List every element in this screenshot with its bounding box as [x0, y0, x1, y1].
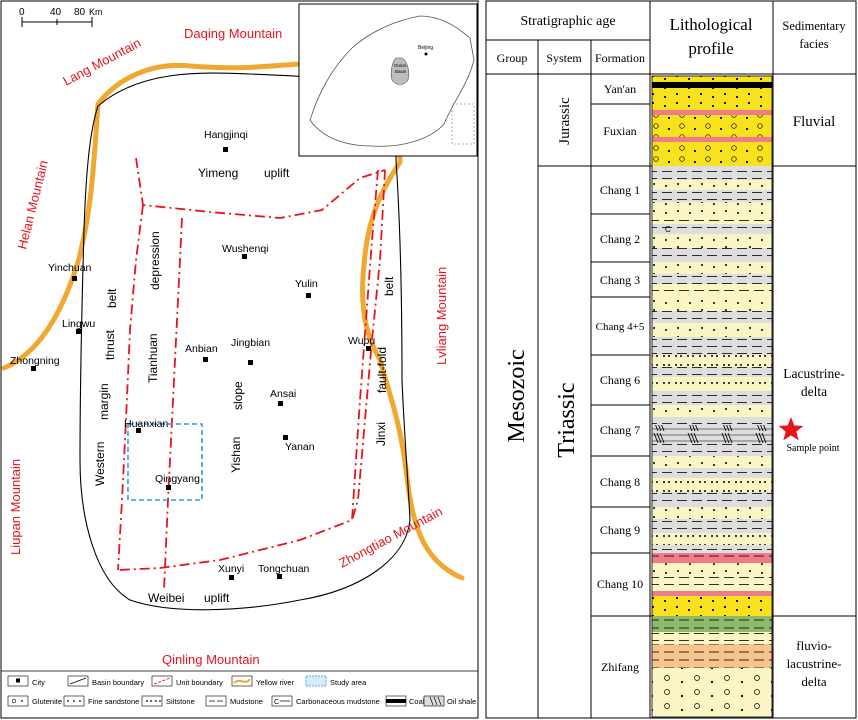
city-yinchuan: Yinchuan [48, 262, 92, 274]
header-facies-1: Sedimentary [782, 19, 846, 33]
unit-western: Western [93, 441, 107, 486]
carbonaceous-marker: C [665, 225, 671, 234]
bed-chang9-silt [652, 533, 772, 545]
unit-margin: margin [97, 383, 111, 420]
bed-fuxian-glutenite [652, 115, 772, 137]
city-lingwu: Lingwu [62, 318, 96, 330]
inset-map [299, 4, 477, 156]
facies-fluvio-2: lacustrine- [786, 656, 842, 671]
city-marker [223, 147, 228, 152]
bed-chang9-mud [652, 545, 772, 553]
svg-text:C: C [274, 699, 280, 706]
city-xunyi: Xunyi [218, 563, 245, 575]
facies-fluvio-1: fluvio- [796, 638, 832, 653]
formation-fuxian: Fuxian [603, 124, 637, 138]
legend-siltstone: Siltstone [166, 697, 195, 706]
header-group: Group [496, 51, 528, 65]
city-marker [278, 401, 283, 406]
unit-belt-east: belt [382, 276, 396, 296]
city-ansai: Ansai [270, 388, 297, 400]
legend-unit-boundary: Unit boundary [176, 678, 223, 687]
formation-chang9: Chang 9 [599, 523, 641, 537]
bed-fuxian-pink [652, 110, 772, 115]
legend-carbonaceous-mudstone: Carbonaceous mudstone [296, 697, 380, 706]
bed-chang8-mud [652, 468, 772, 478]
facies-fluvial: Fluvial [792, 114, 836, 130]
legend-glutenite: Glutenite [32, 697, 63, 706]
facies-lacustrine-2: delta [800, 384, 828, 399]
unit-yimeng: Yimeng [198, 166, 239, 180]
inset-beijing-label: Beijing [418, 45, 434, 51]
formation-chang10: Chang 10 [596, 577, 644, 591]
bed-chang45-fine [652, 297, 772, 311]
header-stratigraphic-age: Stratigraphic age [520, 14, 616, 29]
city-marker [203, 357, 208, 362]
bed-chang1-fine [652, 180, 772, 190]
bed-chang9-fine [652, 507, 772, 519]
formation-chang3: Chang 3 [599, 273, 641, 287]
bed-chang10-pink [652, 591, 772, 596]
legend-city: City [32, 678, 45, 687]
bed-chang10-pink [652, 553, 772, 563]
bed-chang3-fine [652, 262, 772, 274]
legend-mudstone: Mudstone [230, 697, 263, 706]
header-lithological-2: profile [688, 39, 734, 58]
formation-yanan: Yan'an [603, 82, 637, 96]
bed-chang6-silt [652, 377, 772, 391]
bed-zhifang-orange [652, 644, 772, 668]
unit-uplift-south: uplift [204, 591, 230, 605]
bed-chang45-mud [652, 337, 772, 355]
city-marker [248, 360, 253, 365]
bed-chang3-mudpale [652, 284, 772, 297]
bed-chang3-carb [652, 274, 772, 284]
header-facies-2: facies [799, 37, 829, 51]
bed-coal [652, 82, 772, 88]
unit-tianhuan: Tianhuan [146, 333, 160, 383]
formation-chang8: Chang 8 [599, 475, 641, 489]
city-hangjinqi: Hangjinqi [204, 129, 248, 141]
formation-zhifang: Zhifang [601, 660, 639, 674]
mountain-lang: Lang Mountain [60, 35, 144, 89]
bed-chang2-mudpale [652, 214, 772, 224]
unit-belt-west: belt [105, 288, 119, 308]
unit-slope: slope [231, 381, 245, 410]
bed-chang10-fine [652, 563, 772, 577]
unit-uplift-north: uplift [264, 166, 290, 180]
bed-zhifang-pale [652, 632, 772, 644]
lithology-column [652, 76, 772, 717]
bed-chang1-mud [652, 166, 772, 180]
facies-fluvio-3: delta [801, 674, 827, 689]
formation-chang6: Chang 6 [599, 373, 641, 387]
legend-fine-sandstone: Fine sandstone [88, 697, 140, 706]
bed-yanan-glutenite [652, 76, 772, 82]
bed-zhifang-glutenite [652, 668, 772, 717]
facies-lacustrine-1: Lacustrine- [783, 366, 845, 381]
formation-chang45: Chang 4+5 [595, 321, 645, 333]
city-tongchuan: Tongchuan [258, 563, 310, 575]
bed-chang10-mudpale [652, 577, 772, 591]
formation-chang2: Chang 2 [599, 232, 641, 246]
bed-fuxian-glutenite [652, 142, 772, 166]
city-huanxian: Huanxian [124, 418, 169, 430]
header-lithological-1: Lithological [669, 15, 753, 34]
unit-thrust: thrust [103, 329, 117, 360]
group-mesozoic: Mesozoic [504, 349, 530, 443]
city-marker [306, 293, 311, 298]
city-marker [229, 575, 234, 580]
location-map [1, 1, 478, 718]
header-system: System [546, 51, 582, 65]
mountain-daqing: Daqing Mountain [184, 26, 283, 41]
sample-point-label: Sample point [786, 443, 840, 454]
city-wupu: Wupu [348, 335, 376, 347]
system-triassic: Triassic [554, 382, 580, 458]
unit-yishan: Yishan [229, 436, 243, 473]
bed-fuxian-pink [652, 137, 772, 142]
bed-chang9-mud [652, 519, 772, 533]
bed-chang45-fine [652, 323, 772, 337]
city-wushenqi: Wushenqi [222, 243, 269, 255]
scale-unit: Km [89, 7, 103, 17]
city-marker [166, 485, 171, 490]
bed-chang6-silt [652, 355, 772, 367]
formation-chang7: Chang 7 [599, 423, 641, 437]
bed-chang6-mud [652, 367, 772, 377]
inset-basin-label-2: Basin [395, 69, 407, 74]
mountain-lvliang: Lvliang Mountain [434, 266, 449, 365]
city-marker [283, 435, 288, 440]
bed-chang2-fine [652, 234, 772, 248]
unit-jinxi: Jinxi [374, 421, 388, 446]
mountain-liupan: Liupan Mountain [8, 458, 23, 555]
bed-chang10-coarse [652, 596, 772, 616]
bed-chang8-fine [652, 456, 772, 468]
scale-label-0: 0 [19, 7, 25, 18]
legend-basin-boundary: Basin boundary [92, 678, 145, 687]
formation-chang1: Chang 1 [599, 183, 641, 197]
mountain-helan: Helan Mountain [14, 158, 51, 251]
bed-chang2-mud [652, 248, 772, 262]
city-yulin: Yulin [295, 278, 318, 290]
legend-oil-shale: Oil shale [447, 697, 477, 706]
bed-chang1-fine [652, 202, 772, 214]
header-formation: Formation [595, 51, 645, 65]
unit-depression: depression [148, 231, 162, 290]
bed-chang1-mud [652, 190, 772, 202]
bed-chang8-silt [652, 478, 772, 492]
city-qingyang: Qingyang [155, 473, 200, 485]
system-jurassic: Jurassic [557, 97, 573, 145]
bed-chang6-mud [652, 391, 772, 405]
city-yanan: Yanan [285, 441, 315, 453]
bed-chang7-fine [652, 405, 772, 417]
city-anbian: Anbian [185, 343, 218, 355]
scale-label-40: 40 [50, 7, 62, 18]
bed-chang7-mud [652, 443, 772, 456]
city-zhongning: Zhongning [10, 355, 60, 367]
bed-oil-shale [652, 425, 772, 443]
legend-coal: Coal [409, 697, 425, 706]
bed-chang45-mud [652, 311, 772, 323]
unit-fault-fold: fault-fold [375, 346, 389, 393]
unit-weibei: Weibei [148, 591, 185, 605]
inset-basin-label-1: Ordos [394, 63, 407, 68]
city-jingbian: Jingbian [231, 337, 271, 349]
bed-chang7-mud [652, 417, 772, 425]
scale-label-80: 80 [74, 7, 86, 18]
mountain-zhongtiao: Zhongtiao Mountain [336, 503, 445, 571]
bed-yanan-coarse [652, 88, 772, 110]
stratigraphic-column [486, 1, 856, 718]
legend-study-area: Study area [330, 678, 367, 687]
city-marker [72, 276, 77, 281]
bed-chang8-mud [652, 492, 772, 507]
mountain-qinling: Qinling Mountain [162, 652, 260, 667]
legend-yellow-river: Yellow river [256, 678, 295, 687]
bed-zhifang-green [652, 616, 772, 632]
